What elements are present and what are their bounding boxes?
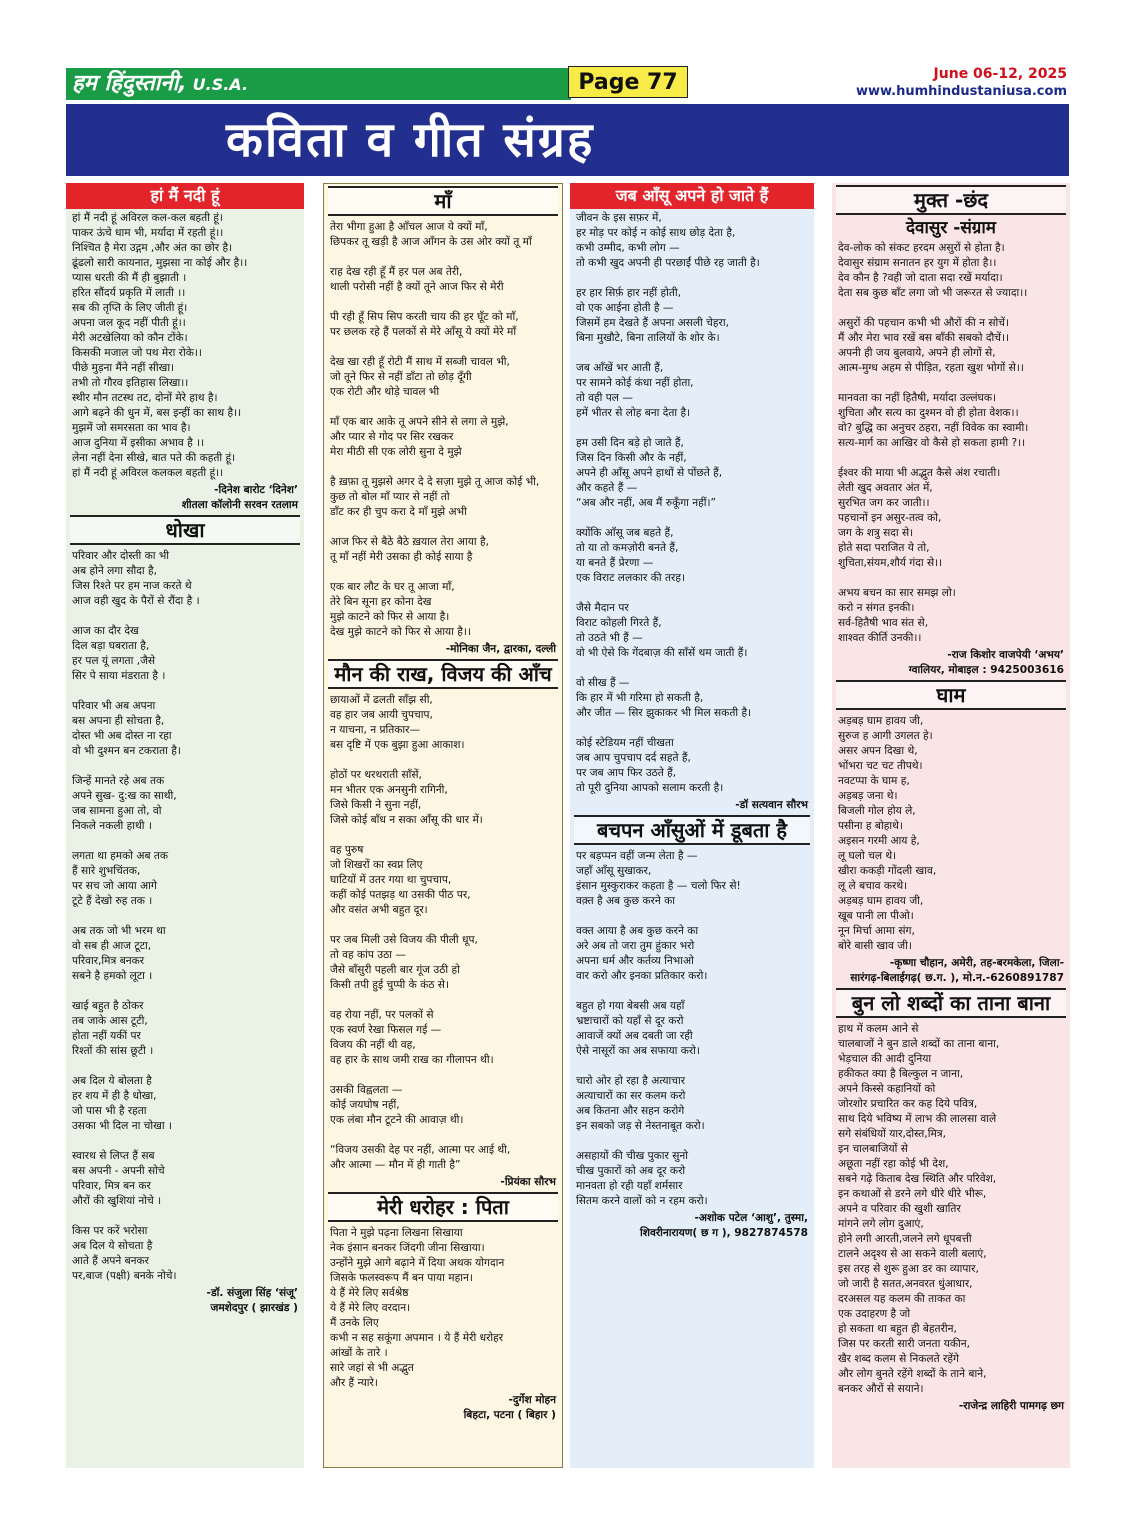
poem-author: -कृष्णा चौहान, अमेरी, तह-बरमकेला, जिला- सारंगढ़-बिलाईगढ़( छ.ग. ), मो.न.-6260891787 [850,957,1064,984]
poem-subtitle: देवासुर -संग्राम [906,218,996,238]
section-banner: कविता व गीत संग्रह [66,104,1069,176]
poem-body: परिवार और दोस्ती का भी अब होने लगा सौदा है, जिस रिश्ते पर हम नाज करते थे आज वही खुद के पैरों से रौंदा है । आज का दौर देख दिल बड़ा घबराता है, हर पल यूं लगता ,जैसे सिर पे साया मंडराता है । परिवार भी अब अपना बस अपना ही सोचता है, दोस्त भी अब दोस्त ना रहा वो भी दुश्मन बन टकराता है। जिन्हें मानते रहे अब तक अपने सुख- दु:ख का साथी, जब सामना हुआ तो, वो निकले नकली हाथी । लगता था हमको अब तक हैं सारे शुभचिंतक, पर सच जो आया आगे टूटे हैं देखो रुह तक । अब तक जो भी भरम था वो सब ही आज टूटा, परिवार,मित्र बनकर सबने है हमको लूटा । खाई बहुत है ठोकर तब जाके आस टूटी, होता नहीं यकीं पर रिश्तों की सांस छूटी । अब दिल ये बोलता है हर शय में ही है धोखा, जो पास भी है रहता उसका भी दिल ना चोखा । स्वारथ से लिप्त हैं सब बस अपनी - अपनी सोचे परिवार, मित्र बन कर औरों की खुशियां नोचे । किस पर करें भरोसा अब दिल ये सोचता है आते हैं अपने बनकर पर,बाज (पक्षी) बनके नोचे। [72,550,200,1282]
poem-body: छायाओं में ढलती साँझ सी, वह हार जब आयी चुपचाप, न याचना, न प्रतिकार— बस दृष्टि में एक बुझा हुआ आकाश। होठों पर थरथराती साँसें, मन भीतर एक अनसुनी रागिनी, जिसे किसी ने सुना नहीं, जिसे कोई बाँध न सका आँसू की धार में। वह पुरुष जो शिखरों का स्वप्न लिए घाटियों में उतर गया था चुपचाप, कहीं कोई पतझड़ था उसकी पीठ पर, और वसंत अभी बहुत दूर। पर जब मिली उसे विजय की पीली धूप, तो वह कांप उठा — जैसे बाँसुरी पहली बार गूंज उठी हो किसी तपी हुई चुप्पी के कंठ से। वह रोया नहीं, पर पलकों से एक स्वर्ण रेखा फिसल गई — विजय की नहीं थी वह, वह हार के साथ जमी राख का गीलापन थी। उसकी विह्वलता — कोई जयघोष नहीं, एक लंबा मौन टूटने की आवाज़ थी। “विजय उसकी देह पर नहीं, आत्मा पर आई थी, और आत्मा — मौन में ही गाती है” [330,694,511,1171]
poem-title: मौन की राख, विजय की आँच [328,659,558,689]
page-number: Page 77 [568,66,688,98]
poem-author: -मोनिका जैन, द्वारका, दल्ली [445,643,556,655]
poem-author: -डॉ सत्यवान सौरभ [735,799,808,811]
publication-region: U.S.A. [192,75,249,94]
poem-author: -दुर्गेश मोहन बिहटा, पटना ( बिहार ) [463,1394,556,1421]
poem-author: -राज किशोर वाजपेयी ‘अभय’ ग्वालियर, मोबाइल : 9425003616 [908,649,1064,676]
poem-author: -अशोक पटेल ‘आशु’, तुस्मा, शिवरीनारायण( छ ग ), 9827874578 [640,1212,808,1239]
masthead-name-bar [66,68,571,100]
column-2 [323,183,563,1468]
poem-body: पिता ने मुझे पढ़ना लिखना सिखाया नेक इंसान बनकर जिंदगी जीना सिखाया। उन्होंने मुझे आगे बढ़ाने में दिया अथक योगदान जिसके फलस्वरूप मैं बन पाया महान। ये हैं मेरे लिए सर्वश्रेष्ठ ये हैं मेरे लिए वरदान। मैं उनके लिए कभी न सह सकूंगा अपमान । ये हैं मेरी धरोहर आंखों के तारे । सारे जहां से भी अद्भुत और हैं न्यारे। [330,1227,505,1389]
poem-body: देव-लोक को संकट हरदम असुरों से होता है। देवासुर संग्राम सनातन हर युग में होता है।। देव कौन है ?वही जो दाता सदा रखें मर्यादा। देता सब कुछ बाँट लगा जो भी जरूरत से ज्यादा।। असुरों की पहचान कभी भी औरों की न सोचें। मैं और मेरा भाव रखें बस बाँकी सबको दौचें।। अपनी ही जय बुलवाये, अपने ही लोगों से, आत्म-मुग्ध अहम से पीड़ित, रहता खुश भोगों से।। मानवता का नहीं हितैषी, मर्यादा उल्लंघक। शुचिता और सत्य का दुश्मन वो ही होता वेशक।। वो? बुद्धि का अनुचर ठहरा, नहीं विवेक का स्वामी। सत्य-मार्ग का आखिर वो कैसे हो सकता हामी ?।। ईश्वर की माया भी अद्भुत कैसे अंश रचाती। लेती खुद अवतार अंत में, सुरभित जग कर जाती।। पहचानों इन असुर-तत्व को, जग के शत्रु सदा से। होते सदा पराजित ये तो, शुचिता,संयम,शौर्य गंदा से।। अभय बचन का सार समझ लो। करो न संगत इनकी। सर्व-हितैषी भाव संत से, शाश्वत कीर्ति उनकी।। [838,242,1029,644]
poem-body: हां मैं नदी हूं अविरल कल-कल बहती हूं। पाकर ऊंचे धाम भी, मर्यादा में रहती हूं।। निश्चित है मेरा उद्गम ,और अंत का छोर है। ढूंढलो सारी कायनात, मुझसा ना कोई और है।। प्यास धरती की मैं ही बुझाती । हरित सौंदर्य प्रकृति में लाती ।। सब की तृप्ति के लिए जीती हूं। अपना जल कूद नहीं पीती हूं।। मेरी अटखेलिया को कौन टोंके। किसकी मजाल जो पथ मेरा रोके।। पीछे मुड़ना मैंने नहीं सीखा। तभी तो गौरव इतिहास लिखा।। स्थीर मौन तटस्थ तट, दोनों मेरे हाथ है। आगे बढ़ने की धुन में, बस इन्हीं का साथ है।। मुझमें जो समरसता का भाव है। आज दुनिया में इसीका अभाव है ।। लेना नहीं देना सीखे, बात पते की कहती हूं। हां मैं नदी हूं अविरल कलकल बहती हूं।। [72,212,248,479]
poem-body: अड़बड़ घाम हावय जी, सुरुज ह आगी उगलत हे। असर अपन दिखा थे, भोंभरा चट चट तीपथे। नवटप्पा के घाम ह, अड़बड़ जना थे। बिजली गोल होय ले, पसीना ह बोहाथे। अइसन गरमी आय हे, लू घलो चल थे। खीरा ककड़ी गोंदली खाव, लू ले बचाव करथे। अड़बड़ घाम हावय जी, खूब पानी ला पीओ। नून मिर्चा आमा संग, बोरे बासी खाव जी। [838,715,937,952]
poem-author: -प्रियंका सौरभ [500,1176,556,1188]
poem-title: घाम [836,680,1066,710]
publication-name: हम हिंदुस्तानी, [72,71,187,96]
poem-title: बचपन आँसुओं में डूबता है [574,815,810,845]
column-3 [570,183,814,1468]
poem-author: -डॉ. संजुला सिंह ‘संजू’ जमशेदपुर ( झारखंड ) [206,1287,298,1314]
poem-author: -राजेन्द्र लाहिरी पामगढ़ छग [958,1400,1064,1412]
issue-date: June 06-12, 2025 [933,66,1067,82]
poem-title: मुक्त -छंद [836,185,1066,215]
poem-body: पर बड़प्पन वहीं जन्म लेता है — जहाँ आँसू सुखाकर, इंसान मुस्कुराकर कहता है — चलो फिर से! वक़्त है अब कुछ करने का वक्त आया है अब कुछ करने का अरे अब तो जरा तुम हुंकार भरो अपना धर्म और कर्तव्य निभाओ वार करो और इनका प्रतिकार करो। बहुत हो गया बेबसी अब यहाँ भ्रष्टाचारों को यहाँ से दूर करो आवाजें क्यों अब दबती जा रही ऐसे नासूरों का अब सफाया करो। चारो ओर हो रहा है अत्याचार अत्याचारों का सर कलम करो अब कितना और सहन करोगे इन सबको जड़ से नेस्तनाबूत करो। असहायों की चीख पुकार सुनो चीख पुकारों को अब दूर करो मानवता हो रही यहाँ शर्मसार सितम करने वालों को न रहम करो। [576,850,741,1207]
poem-body: तेरा भीगा हुआ है आँचल आज ये क्यों माँ, छिपकर तू खड़ी है आज आँगन के उस ओर क्यों तू माँ राह देख रही हूँ मैं हर पल अब तेरी, थाली परोसी नहीं है क्यों तूने आज फिर से मेरी पी रही हूँ सिप सिप करती चाय की हर घूँट को माँ, पर छलक रहे हैं पलकों से मेरे आँसू ये क्यों मेरे माँ देख खा रही हूँ रोटी मैं साथ में सब्जी चावल भी, जो तूने फिर से नहीं डाँटा तो छोड़ दूँगी एक रोटी और थोड़े चावल भी माँ एक बार आके तू अपने सीने से लगा ले मुझे, और प्यार से गोद पर सिर रखकर मेरा मीठी सी एक लोरी सुना दे मुझे है ख़फ़ा तू मुझसे अगर दे दे सज़ा मुझे तू आज कोई भी, कुछ तो बोल माँ प्यार से नहीं तो डाँट कर ही चुप करा दे माँ मुझे अभी आज फिर से बैठे बैठे ख़याल तेरा आया है, तू माँ नहीं मेरी उसका ही कोई साया है एक बार लौट के घर तू आजा माँ, तेरे बिन सूना हर कोना देख मुझे काटने को फिर से आया है। देख मुझे काटने को फिर से आया है।। [330,221,540,638]
poem-body: हाथ में कलम आने से चालबाजों ने बुन डाले शब्दों का ताना बाना, भेड़चाल की आदी दुनिया हकीकत क्या है बिल्कुल न जाना, अपने किस्से कहानियों को जोरशोर प्रचारित कर कह दिये पवित्र, साथ दिये भविष्य में लाभ की लालसा वाले सगे संबंधियों यार,दोस्त,मित्र, इन चालबाजियों से अछूता नहीं रहा कोई भी देश, सबने गढ़े किताब देख स्थिति और परिवेश, इन कथाओं से डरने लगे धीरे धीरे भीरू, अपने व परिवार की खुशी खातिर मांगने लगे लोग दुआएं, होने लगी आरती,जलने लगे धूपबत्ती टालने अदृश्य से आ सकने वाली बलाएं, इस तरह से शुरू हुआ डर का व्यापार, जो जारी है सतत,अनवरत धुंआधार, दरअसल यह कलम की ताकत का एक उदाहरण है जो हो सकता था बहुत ही बेहतरीन, जिस पर करती सारी जनता यकीन, खैर शब्द कलम से निकलते रहेंगे और लोग बुनते रहेंगे शब्दों के ताने बाने, बनकर औरों से सयाने। [838,1023,1000,1395]
poem-title: जब आँसू अपने हो जाते हैं [570,183,814,209]
poem-title: बुन लो शब्दों का ताना बाना [836,988,1066,1018]
column-4 [832,183,1070,1468]
poem-title: मेरी धरोहर : पिता [328,1192,558,1222]
poem-title: धोखा [70,515,300,545]
poem-author: -दिनेश बारोट ‘दिनेश’ शीतला कॉलोनी सरवन रतलाम [181,484,298,511]
masthead [0,0,1135,100]
website-url[interactable]: www.humhindustaniusa.com [855,84,1067,99]
poem-title: हां मैं नदी हूं [66,183,304,209]
poem-body: जीवन के इस सफ़र में, हर मोड़ पर कोई न कोई साथ छोड़ देता है, कभी उम्मीद, कभी लोग — तो कभी खुद अपनी ही परछाईं पीछे रह जाती है। हर हार सिर्फ़ हार नहीं होती, वो एक आईना होती है — जिसमें हम देखते हैं अपना असली चेहरा, बिना मुखौटे, बिना तालियों के शोर के। जब आँखें भर आती हैं, पर सामने कोई कंधा नहीं होता, तो वही पल — हमें भीतर से लोह बना देता है। हम उसी दिन बड़े हो जाते हैं, जिस दिन किसी और के नहीं, अपने ही आँसू अपने हाथों से पोंछते हैं, और कहते हैं — “अब और नहीं, अब मैं रुकूँगा नहीं।” क्योंकि आँसू जब बहते हैं, तो या तो कमज़ोरी बनते हैं, या बनते हैं प्रेरणा — एक विराट ललकार की तरह। जैसे मैदान पर विराट कोहली गिरते हैं, तो उठते भी हैं — वो भी ऐसे कि गेंदबाज़ की साँसें थम जाती हैं। वो सीख हैं — कि हार में भी गरिमा हो सकती है, और जीत — सिर झुकाकर भी मिल सकती है। कोई स्टेडियम नहीं चीखता जब आप चुपचाप दर्द सहते हैं, पर जब आप फिर उठते हैं, तो पूरी दुनिया आपको सलाम करती है। [576,212,760,794]
column-1 [66,183,304,1468]
poem-title: माँ [328,186,558,216]
